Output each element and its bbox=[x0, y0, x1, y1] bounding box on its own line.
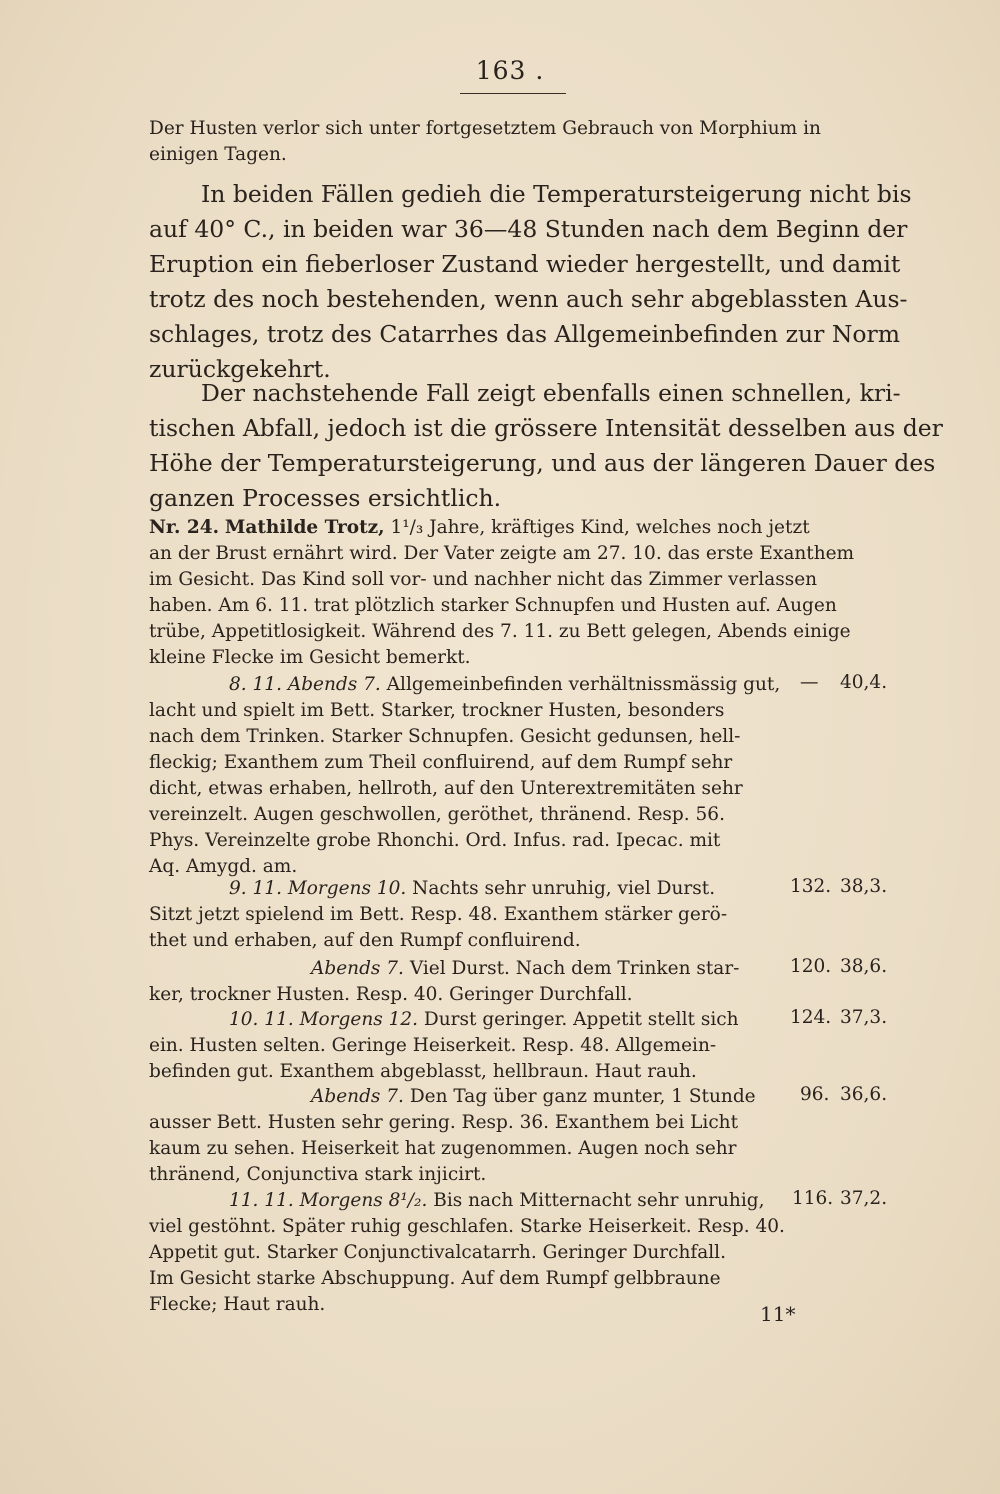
text-line: nach dem Trinken. Starker Schnupfen. Gesicht gedunsen, hell- bbox=[149, 726, 741, 747]
text-line: im Gesicht. Das Kind soll vor- und nachher nicht das Zimmer verlassen bbox=[149, 569, 818, 590]
patient-name: Mathilde Trotz, bbox=[224, 517, 385, 538]
pulse-value: 116. bbox=[792, 1188, 834, 1209]
temperature-value: 37,3. bbox=[840, 1007, 888, 1028]
temperature-value: 38,3. bbox=[840, 876, 888, 897]
page-number: 163 . bbox=[475, 56, 545, 85]
entry-first-line: Durst geringer. Appetit stellt sich bbox=[423, 1009, 739, 1030]
text-line: befinden gut. Exanthem abgeblasst, hellbraun. Haut rauh. bbox=[149, 1061, 697, 1082]
entry-first-line: Bis nach Mitternacht sehr unruhig, bbox=[433, 1190, 765, 1211]
temperature-value: 40,4. bbox=[840, 672, 888, 693]
entry-first-line: Allgemeinbefinden verhältnissmässig gut, bbox=[386, 674, 781, 695]
text-line: Appetit gut. Starker Conjunctivalcatarrh. Geringer Durchfall. bbox=[149, 1242, 726, 1263]
text-line: schlages, trotz des Catarrhes das Allgemeinbefinden zur Norm bbox=[149, 320, 901, 348]
entry-first-line: Viel Durst. Nach dem Trinken star- bbox=[409, 958, 740, 979]
text-line: Eruption ein fieberloser Zustand wieder hergestellt, und damit bbox=[149, 250, 901, 278]
text-line: tischen Abfall, jedoch ist die grössere Intensität desselben aus der bbox=[149, 414, 943, 442]
text-line: auf 40° C., in beiden war 36—48 Stunden nach dem Beginn der bbox=[149, 215, 908, 243]
clinical-entry bbox=[149, 672, 781, 880]
text-line: trübe, Appetitlosigkeit. Während des 7. 11. zu Bett gelegen, Abends einige bbox=[149, 621, 851, 642]
text-line: kleine Flecke im Gesicht bemerkt. bbox=[149, 647, 471, 668]
entry-date: Abends 7. bbox=[311, 1086, 404, 1107]
pulse-value: 120. bbox=[790, 956, 832, 977]
text-line: thet und erhaben, auf den Rumpf confluirend. bbox=[149, 930, 581, 951]
text-line: einigen Tagen. bbox=[149, 144, 287, 165]
text-line: Im Gesicht starke Abschuppung. Auf dem Rumpf gelbbraune bbox=[149, 1268, 721, 1289]
text-line: ker, trockner Husten. Resp. 40. Geringer Durchfall. bbox=[149, 984, 633, 1005]
pulse-value: 124. bbox=[790, 1007, 832, 1028]
text-line: dicht, etwas erhaben, hellroth, auf den Unterextremitäten sehr bbox=[149, 778, 743, 799]
pulse-value: 96. bbox=[800, 1084, 830, 1105]
temperature-value: 36,6. bbox=[840, 1084, 888, 1105]
text-line: Flecke; Haut rauh. bbox=[149, 1294, 326, 1315]
text-line: trotz des noch bestehenden, wenn auch sehr abgeblassten Aus- bbox=[149, 285, 908, 313]
text-line: fleckig; Exanthem zum Theil confluirend, auf dem Rumpf sehr bbox=[149, 752, 733, 773]
case-description bbox=[149, 515, 879, 671]
text-line: thränend, Conjunctiva stark injicirt. bbox=[149, 1164, 487, 1185]
text-line: Der Husten verlor sich unter fortgesetztem Gebrauch von Morphium in bbox=[149, 118, 821, 139]
text-line: Höhe der Temperatursteigerung, und aus der längeren Dauer des bbox=[149, 449, 936, 477]
clinical-entry bbox=[149, 956, 769, 1008]
text-line: 1¹/₃ Jahre, kräftiges Kind, welches noch jetzt bbox=[390, 517, 810, 538]
paragraph-2 bbox=[149, 376, 943, 516]
text-line: zurückgekehrt. bbox=[149, 355, 331, 383]
entry-date: 11. 11. Morgens 8¹/₂. bbox=[229, 1190, 428, 1211]
entry-date: Abends 7. bbox=[311, 958, 404, 979]
entry-first-line: Den Tag über ganz munter, 1 Stunde bbox=[409, 1086, 756, 1107]
entry-date: 10. 11. Morgens 12. bbox=[229, 1009, 419, 1030]
text-line: ein. Husten selten. Geringe Heiserkeit. Resp. 48. Allgemein- bbox=[149, 1035, 717, 1056]
text-line: Sitzt jetzt spielend im Bett. Resp. 48. Exanthem stärker gerö- bbox=[149, 904, 728, 925]
header-rule bbox=[460, 93, 566, 94]
text-line: Phys. Vereinzelte grobe Rhonchi. Ord. Infus. rad. Ipecac. mit bbox=[149, 830, 721, 851]
text-line: kaum zu sehen. Heiserkeit hat zugenommen. Augen noch sehr bbox=[149, 1138, 737, 1159]
clinical-entry bbox=[149, 876, 769, 954]
temperature-value: 37,2. bbox=[840, 1188, 888, 1209]
text-line: Aq. Amygd. am. bbox=[149, 856, 298, 877]
paragraph-1 bbox=[149, 177, 912, 387]
text-line: viel gestöhnt. Später ruhig geschlafen. Starke Heiserkeit. Resp. 40. bbox=[149, 1216, 785, 1237]
text-line: vereinzelt. Augen geschwollen, geröthet, thränend. Resp. 56. bbox=[149, 804, 725, 825]
intro-text bbox=[149, 116, 879, 168]
text-line: haben. Am 6. 11. trat plötzlich starker Schnupfen und Husten auf. Augen bbox=[149, 595, 837, 616]
entry-first-line: Nachts sehr unruhig, viel Durst. bbox=[412, 878, 716, 899]
clinical-entry bbox=[149, 1007, 769, 1085]
entry-date: 8. 11. Abends 7. bbox=[229, 674, 381, 695]
clinical-entry bbox=[149, 1084, 769, 1188]
temperature-value: 38,6. bbox=[840, 956, 888, 977]
entry-date: 9. 11. Morgens 10. bbox=[229, 878, 407, 899]
case-first-line bbox=[149, 515, 879, 541]
text-line: an der Brust ernährt wird. Der Vater zeigte am 27. 10. das erste Exanthem bbox=[149, 543, 855, 564]
text-line: ganzen Processes ersichtlich. bbox=[149, 484, 502, 512]
text-line: lacht und spielt im Bett. Starker, trockner Husten, besonders bbox=[149, 700, 725, 721]
text-line: In beiden Fällen gedieh die Temperatursteigerung nicht bis bbox=[201, 180, 912, 208]
text-line: ausser Bett. Husten sehr gering. Resp. 36. Exanthem bei Licht bbox=[149, 1112, 739, 1133]
clinical-entry bbox=[149, 1188, 785, 1318]
text-line: Der nachstehende Fall zeigt ebenfalls einen schnellen, kri- bbox=[201, 379, 901, 407]
pulse-value: — bbox=[800, 672, 819, 693]
pulse-value: 132. bbox=[790, 876, 832, 897]
signature-mark: 11* bbox=[760, 1302, 796, 1326]
case-number: Nr. 24. bbox=[149, 517, 220, 538]
